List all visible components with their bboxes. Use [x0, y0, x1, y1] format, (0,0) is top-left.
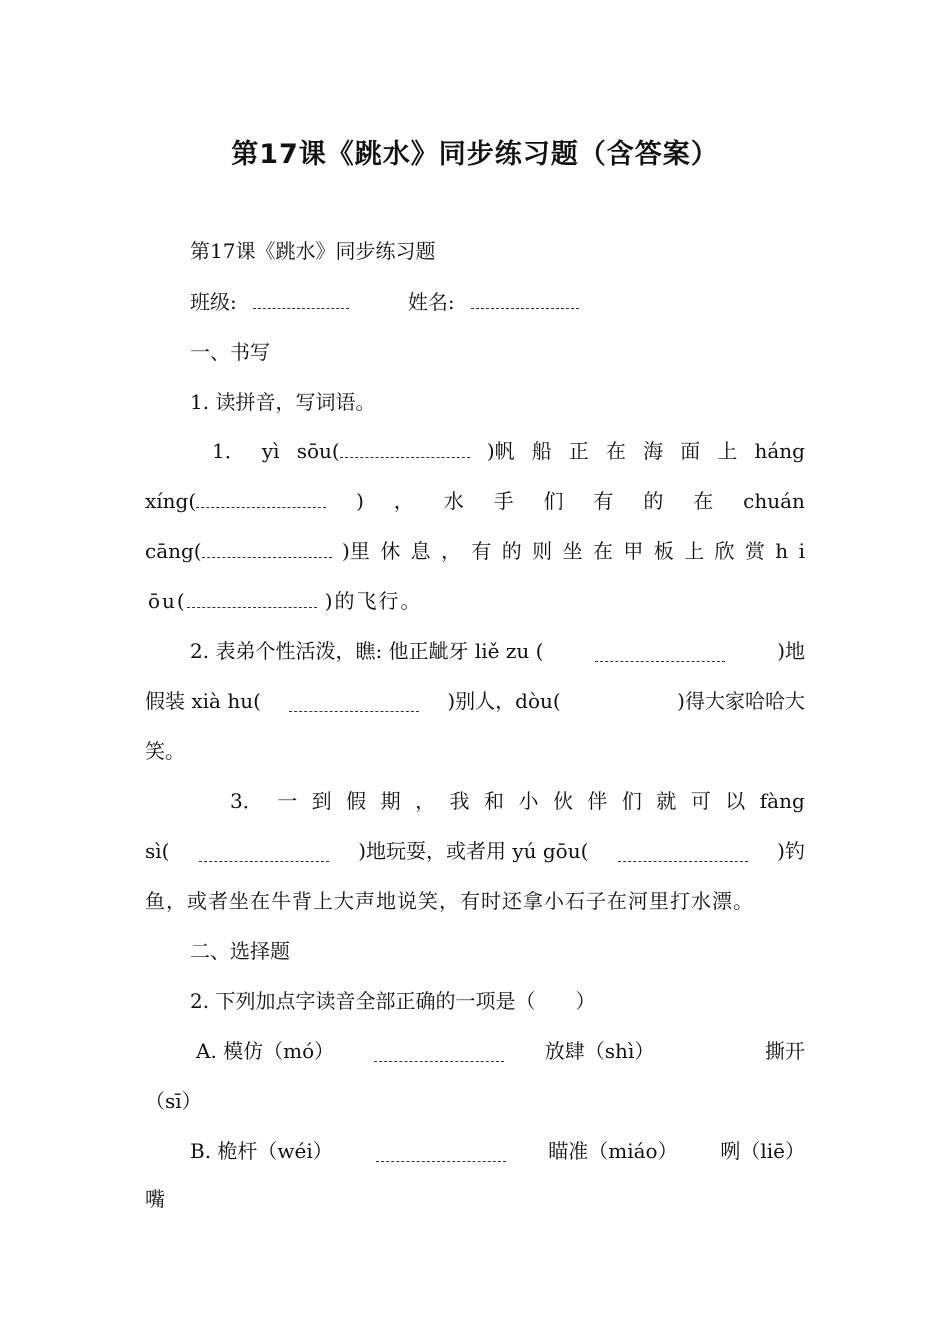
pinyin: xíng( [145, 489, 197, 513]
answer-blank[interactable] [595, 645, 725, 662]
question-1-line-4 [148, 587, 423, 615]
text: 以 [725, 789, 746, 813]
text: 板 [653, 539, 674, 563]
text: 的 [643, 489, 664, 513]
text: 水 [443, 489, 464, 513]
text: ) [356, 489, 364, 513]
text: 们 [543, 489, 564, 513]
text: )帆 [486, 439, 515, 463]
text: 到 [311, 789, 332, 813]
text: ， [415, 789, 436, 813]
item-number: 1． [212, 439, 245, 463]
answer-space[interactable] [589, 687, 649, 715]
pinyin: ōu( [148, 589, 187, 613]
option-a[interactable] [196, 1037, 805, 1065]
question-3-line-1 [230, 787, 805, 815]
question-1-line-2 [145, 487, 805, 515]
option-b-part-2: 瞄准（miáo） [548, 1139, 678, 1163]
text: 船 [531, 439, 552, 463]
text: ， [393, 489, 414, 513]
worksheet-subtitle: 第17课《跳水》同步练习题 [190, 239, 436, 263]
text: 和 [484, 789, 505, 813]
answer-blank[interactable] [199, 845, 329, 862]
question-1-title: 1. 读拼音，写词语。 [190, 390, 376, 414]
text: 伙 [552, 789, 573, 813]
pinyin: i [798, 539, 805, 563]
pinyin: cāng( [145, 539, 202, 563]
text: 一 [277, 789, 298, 813]
text: 手 [493, 489, 514, 513]
section-heading-writing: 一、书写 [190, 340, 270, 364]
answer-group [297, 437, 470, 465]
text: 面 [680, 439, 701, 463]
pinyin: h [775, 539, 789, 563]
section-heading-choice: 二、选择题 [190, 939, 290, 963]
text: 有 [471, 539, 492, 563]
class-label: 班级: [190, 290, 237, 314]
text: 甲 [623, 539, 644, 563]
text: 则 [532, 539, 553, 563]
question-2-line-1 [190, 637, 805, 665]
text: )钓 [777, 839, 805, 863]
question-1-line-3 [145, 537, 805, 565]
option-b-part-1: B. 桅杆（wéi） [190, 1139, 333, 1163]
answer-blank[interactable] [187, 591, 317, 608]
text: )地玩耍，或者用 yú gōu( [358, 839, 589, 863]
pinyin: yì [261, 439, 280, 463]
class-field[interactable] [253, 292, 349, 309]
text: 我 [449, 789, 470, 813]
text: )别人，dòu( [447, 689, 561, 713]
text: 就 [656, 789, 677, 813]
text: 小 [518, 789, 539, 813]
text: 期 [380, 789, 401, 813]
text: )里 [342, 539, 370, 563]
answer-blank[interactable] [376, 1145, 506, 1162]
option-b[interactable] [190, 1137, 805, 1165]
answer-blank[interactable] [340, 441, 470, 458]
text: 坐 [562, 539, 583, 563]
text: 上 [717, 439, 738, 463]
question-2-line-3: 笑。 [145, 739, 185, 763]
question-3-line-2 [145, 837, 805, 865]
text: 在 [592, 539, 613, 563]
text: 在 [606, 439, 626, 463]
answer-blank[interactable] [618, 845, 748, 862]
pinyin: háng [754, 439, 805, 463]
answer-group [145, 537, 332, 565]
question-2-line-2 [145, 687, 805, 715]
option-b-part-3: 咧（liē） [720, 1139, 805, 1163]
option-a-part-2: 放肆（shì） [544, 1039, 655, 1063]
question-1-line-1 [212, 437, 805, 465]
text: )得大家哈哈大 [677, 689, 805, 713]
text: ， [441, 539, 461, 563]
question-3-line-3: 鱼，或者坐在牛背上大声地说笑，有时还拿小石子在河里打水漂。 [145, 889, 754, 913]
student-info-row [190, 288, 579, 316]
text: 伴 [587, 789, 608, 813]
pinyin: sì( [145, 839, 170, 863]
text: 的 [501, 539, 522, 563]
text: 赏 [744, 539, 765, 563]
text: )地 [777, 639, 805, 663]
text: 海 [643, 439, 664, 463]
text: 2. 表弟个性活泼，瞧: 他正龇牙 liě zu ( [190, 639, 544, 663]
option-a-part-1: A. 模仿（mó） [196, 1039, 335, 1063]
name-field[interactable] [471, 292, 579, 309]
text: 假装 xià hu( [145, 689, 261, 713]
option-b-continued: 嘴 [145, 1187, 165, 1211]
pinyin: fàng [759, 789, 805, 813]
choice-question: 2. 下列加点字读音全部正确的一项是（ ） [190, 989, 596, 1013]
text: 正 [568, 439, 589, 463]
text: 可 [690, 789, 711, 813]
option-a-part-3: 撕开 [764, 1039, 805, 1063]
answer-blank[interactable] [196, 491, 326, 508]
pinyin: sōu( [296, 439, 340, 463]
name-label: 姓名: [407, 290, 455, 314]
page-title: 第17课《跳水》同步练习题（含答案） [231, 139, 719, 170]
text: )的飞行。 [324, 589, 423, 613]
text: 有 [593, 489, 614, 513]
pinyin: chuán [743, 489, 805, 513]
text: 欣 [714, 539, 735, 563]
option-a-continued: （sī） [145, 1089, 202, 1113]
answer-blank[interactable] [374, 1045, 504, 1062]
answer-group [145, 487, 326, 515]
item-number: 3． [230, 789, 263, 813]
text: 们 [621, 789, 642, 813]
text: 假 [346, 789, 367, 813]
text: 休 [380, 539, 401, 563]
text: 上 [684, 539, 705, 563]
answer-blank[interactable] [202, 541, 332, 558]
text: 息 [410, 539, 431, 563]
text: 在 [693, 489, 714, 513]
answer-blank[interactable] [289, 695, 419, 712]
